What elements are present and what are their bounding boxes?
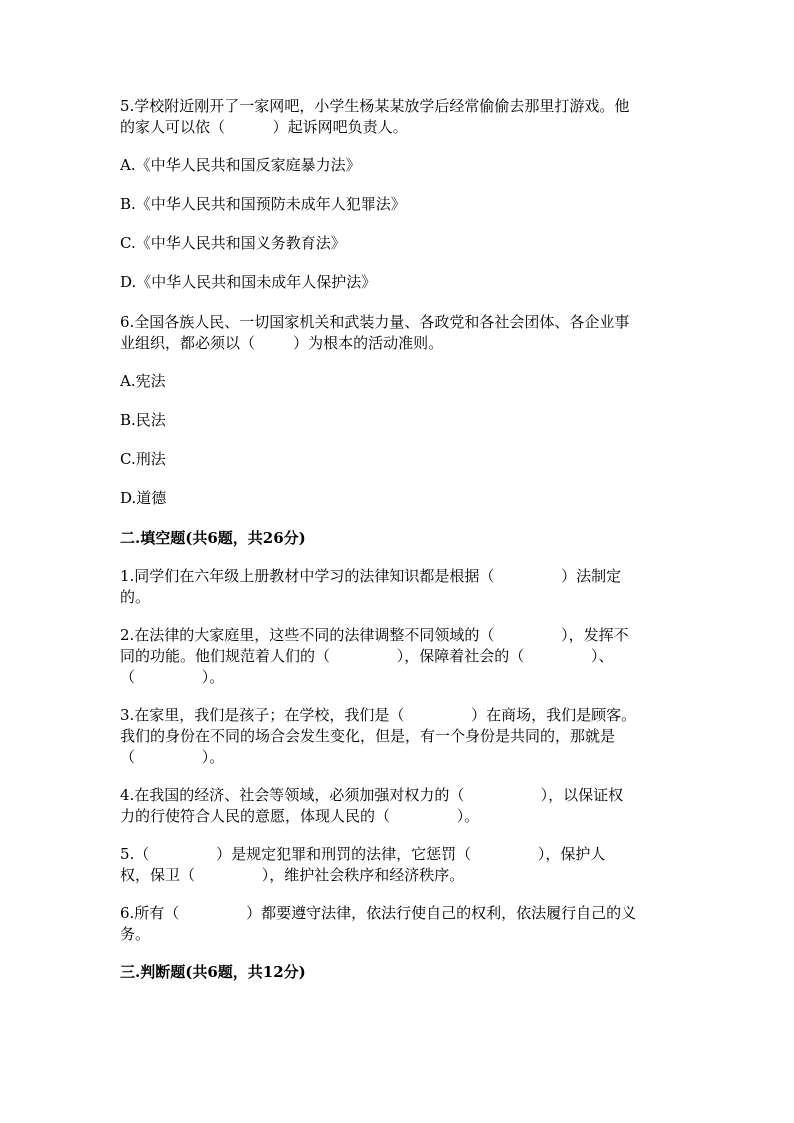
- question-5: [120, 96, 680, 138]
- question-text: 我们的身份在不同的场合会发生变化，但是，有一个身份是共同的，那就是: [120, 727, 616, 745]
- question-text: 力的行使符合人民的意愿，体现人民的（ ）。: [120, 807, 480, 825]
- question-text: 5.学校附近刚开了一家网吧，小学生杨某某放学后经常偷偷去那里打游戏。他: [120, 97, 630, 115]
- fill-question-5: [120, 844, 680, 886]
- option-c: C.刑法: [120, 450, 166, 468]
- option-d: D.道德: [120, 489, 167, 507]
- option-d: D.《中华人民共和国未成年人保护法》: [120, 273, 377, 291]
- question-text: 业组织，都必须以（ ）为根本的活动准则。: [120, 334, 444, 352]
- question-text: 3.在家里，我们是孩子；在学校，我们是（ ）在商场，我们是顾客。: [120, 706, 637, 724]
- question-text: 6.所有（ ）都要遵守法律，依法行使自己的权利，依法履行自己的义: [120, 904, 637, 922]
- fill-question-6: [120, 903, 680, 945]
- question-text: 6.全国各族人民、一切国家机关和武装力量、各政党和各社会团体、各企业事: [120, 313, 630, 331]
- option-b: B.《中华人民共和国预防未成年人犯罪法》: [120, 195, 406, 213]
- question-text: （ ）。: [120, 668, 225, 686]
- question-text: 1.同学们在六年级上册教材中学习的法律知识都是根据（ ）法制定: [120, 567, 622, 585]
- fill-question-3: [120, 705, 680, 768]
- fill-question-2: [120, 625, 680, 688]
- section-title: 二.填空题(共6题，共26分): [120, 529, 306, 547]
- option-a: A.《中华人民共和国反家庭暴力法》: [120, 156, 361, 174]
- question-text: 5.（ ）是规定犯罪和刑罚的法律，它惩罚（ ），保护人: [120, 845, 606, 863]
- question-text: 的家人可以依（ ）起诉网吧负责人。: [120, 118, 408, 136]
- question-text: 务。: [120, 925, 151, 943]
- question-6: [120, 312, 680, 354]
- option-c: C.《中华人民共和国义务教育法》: [120, 234, 346, 252]
- option-a: A.宪法: [120, 372, 166, 390]
- question-text: 2.在法律的大家庭里，这些不同的法律调整不同领域的（ ），发挥不: [120, 626, 629, 644]
- question-text: （ ）。: [120, 748, 225, 766]
- section-title: 三.判断题(共6题，共12分): [120, 963, 306, 981]
- question-text: 权，保卫（ ），维护社会秩序和经济秩序。: [120, 866, 465, 884]
- question-text: 4.在我国的经济、社会等领域，必须加强对权力的（ ），以保证权: [120, 786, 624, 804]
- exam-page: [120, 96, 680, 1000]
- question-text: 同的功能。他们规范着人们的（ ），保障着社会的（ ）、: [120, 647, 614, 665]
- fill-question-1: [120, 566, 680, 608]
- question-text: 的。: [120, 588, 151, 606]
- fill-question-4: [120, 785, 680, 827]
- option-b: B.民法: [120, 411, 166, 429]
